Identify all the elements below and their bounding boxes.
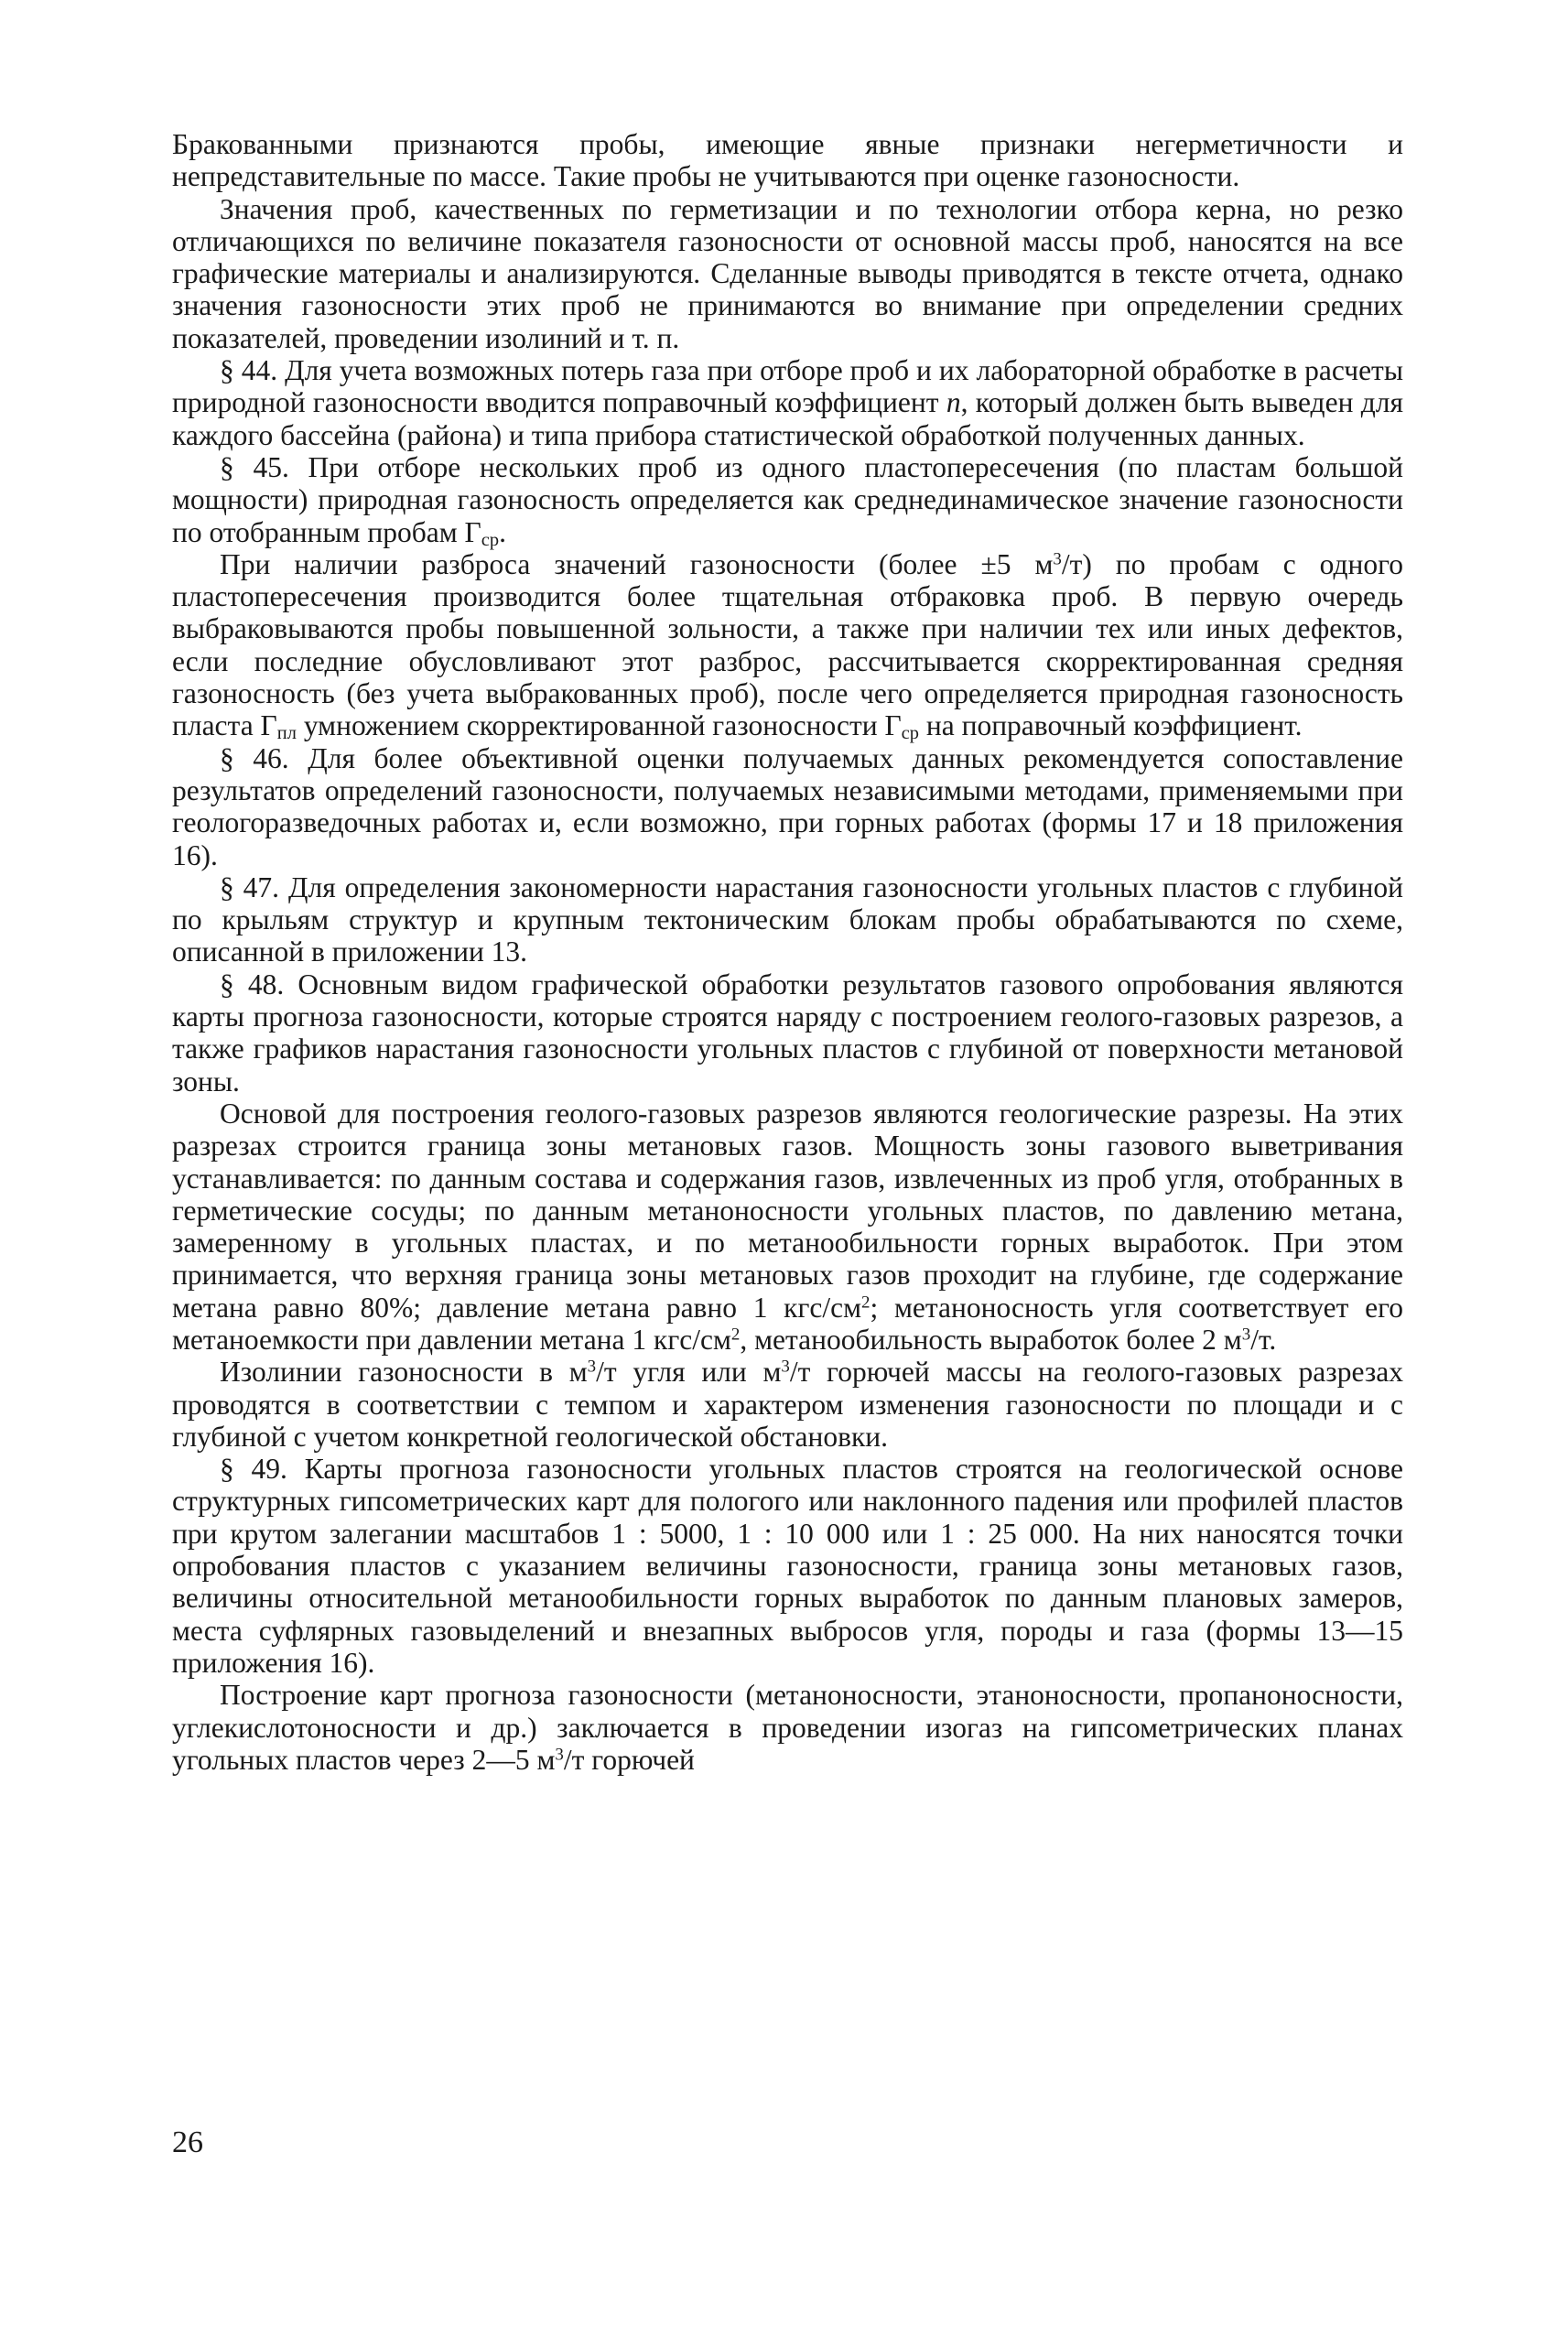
paragraph-geological-sections: Основой для построения геолого-газовых разрезов являются геологические разрезы. На этих разрезах строится граница зоны метановых газов. Мощность зоны газового выветривания устанавливается: по данным состава и содержания газов, извлеченных из проб угля, отобранных в герметические сосуды; по данным метаноносности угольных пластов, по давлению метана, замеренному в угольных пластах, и по метанообильности горных выработок. При этом принимается, что верхняя граница зоны метановых газов проходит на глубине, где содержание метана равно 80%; давление метана равно 1 кгс/$см^2$; метаноносность угля соответствует его метаноемкости при давлении метана 1 кгс/$см^2$, метанообильность выработок более 2 $м^3/т$. (172, 1097, 1403, 1356)
paragraph-scatter-values: При наличии разброса значений газоносности (более ±5 $м^3/т$) по пробам с одного пластопересечения производится более тщательная отбраковка проб. В первую очередь выбраковываются пробы повышенной зольности, а также при наличии тех или иных дефектов, если последние обусловливают этот разброс, рассчитывается скорректированная средняя газоносность (без учета выбракованных проб), после чего определяется природная газоносность пласта $Г_{пл}$ умножением скорректированной газоносности $Г_{ср}$ на поправочный коэффициент. (172, 547, 1404, 744)
paragraph-section-48: § 48. Основным видом графической обработки результатов газового опробования являются карты прогноза газоносности, которые строятся наряду с построением геолого-газовых разрезов, а также графиков нарастания газоносности угольных пластов с глубиной от поверхности метановой зоны. (172, 968, 1403, 1098)
paragraph-isolines: Изолинии газоносности в $м^3/т$ угля или $м^3/т$ горючей массы на геолого-газовых разрезах проводятся в соответствии с темпом и характером изменения газоносности по площади и с глубиной с учетом конкретной геологической обстановки. (172, 1356, 1403, 1453)
paragraph-rejected-samples: Бракованными признаются пробы, имеющие явные признаки негерметичности и непредставительные по массе. Такие пробы не учитываются при оценке газоносности. (172, 128, 1403, 193)
paragraph-section-49: § 49. Карты прогноза газоносности угольных пластов строятся на геологической основе структурных гипсометрических карт для пологого или наклонного падения или профилей пластов при крутом залегании масштабов 1 : 5000, 1 : 10 000 или 1 : 25 000. На них наносятся точки опробования пластов с указанием величины газоносности, граница зоны метановых газов, величины относительной метанообильности горных выработок по данным плановых замеров, места суфлярных газовыделений и внезапных выбросов угля, породы и газа (формы 13—15 приложения 16). (172, 1453, 1403, 1679)
paragraph-section-46: § 46. Для более объективной оценки получаемых данных рекомендуется сопоставление результатов определений газоносности, получаемых независимыми методами, применяемыми при геологоразведочных работах и, если возможно, при горных работах (формы 17 и 18 приложения 16). (172, 741, 1403, 871)
page-number: 26 (172, 2125, 203, 2159)
paragraph-section-45: § 45. При отборе нескольких проб из одного пластопересечения (по пластам большой мощности) природная газоносность определяется как среднединамическое значение газоносности по отобранным пробам $Г_{ср}$. (172, 450, 1403, 550)
paragraph-forecast-maps: Построение карт прогноза газоносности (метаноносности, этаноносности, пропаноносности, углекислотоносности и др.) заключается в проведении изогаз на гипсометрических планах угольных пластов через 2—5 $м^3/т$ горючей (172, 1679, 1403, 1776)
paragraph-section-47: § 47. Для определения закономерности нарастания газоносности угольных пластов с глубиной по крыльям структур и крупным тектоническим блокам пробы обрабатываются по схеме, описанной в приложении 13. (172, 871, 1403, 968)
paragraph-section-44: § 44. Для учета возможных потерь газа при отборе проб и их лабораторной обработке в расчеты природной газоносности вводится поправочный коэффициент n, который должен быть выведен для каждого бассейна (района) и типа прибора статистической обработкой полученных данных. (172, 354, 1403, 451)
paragraph-sample-values: Значения проб, качественных по герметизации и по технологии отбора керна, но резко отличающихся по величине показателя газоносности от основной массы проб, наносятся на все графические материалы и анализируются. Сделанные выводы приводятся в тексте отчета, однако значения газоносности этих проб не принимаются во внимание при определении средних показателей, проведении изолиний и т. п. (172, 192, 1403, 354)
body-text (172, 128, 1403, 1776)
